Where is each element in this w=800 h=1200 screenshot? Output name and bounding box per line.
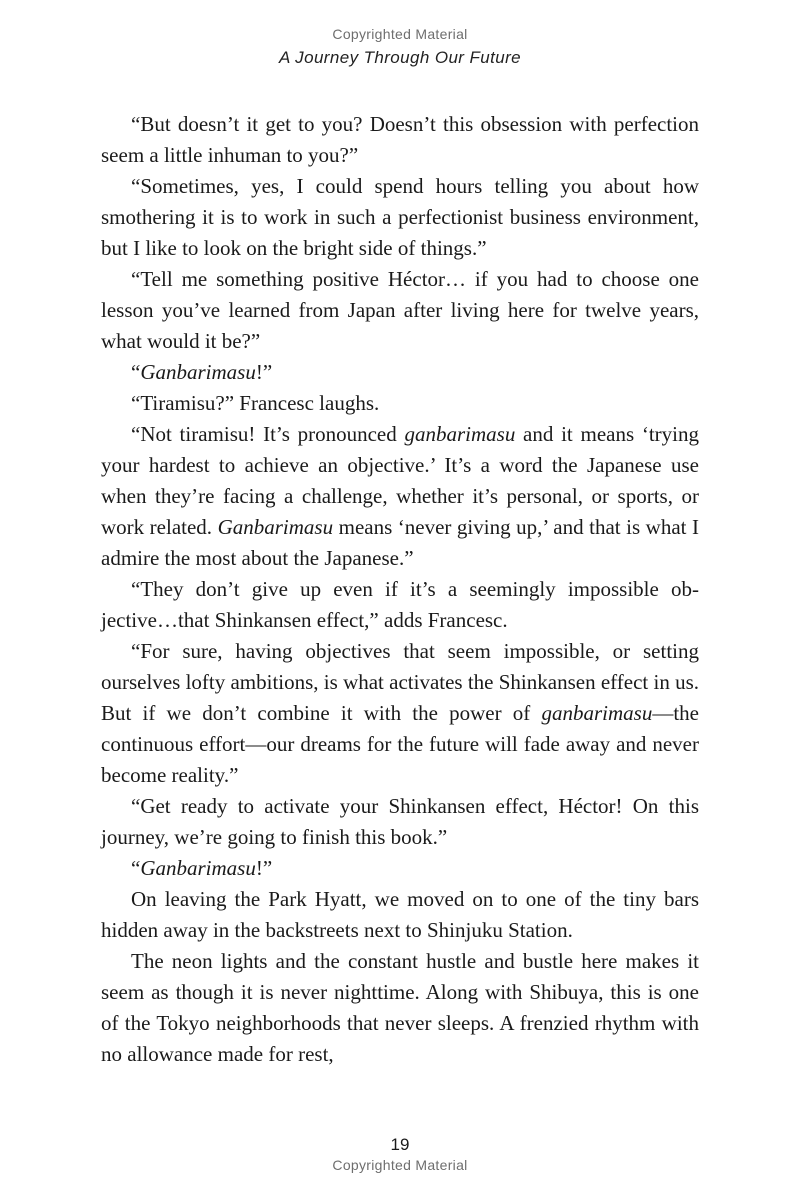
paragraph	[101, 388, 699, 419]
paragraph	[101, 419, 699, 574]
italic-text-run: Ganbarimasu	[140, 856, 256, 880]
paragraph	[101, 853, 699, 884]
paragraph	[101, 636, 699, 791]
text-run: On leaving the Park Hyatt, we moved on to one of the tiny bars hidden away in the backstreets next to Shinjuku Station.	[101, 887, 699, 942]
text-run: means ‘never giving up,’ and that is what I admire the most about the Japanese.”	[101, 515, 699, 570]
italic-text-run: Ganbarimasu	[217, 515, 334, 539]
text-run: and it means ‘trying your hardest to achieve an objective.’ It’s a word the Japanese use when they’re facing a challenge, whether it’s personal, or sports, or work related.	[101, 422, 700, 539]
text-run: The neon lights and the constant hustle and bustle here makes it seem as though it is never nighttime. Along with Shibuya, this is one of the Tokyo neighborhoods that never sleeps. A frenzied rhythm with no allowance made for rest,	[101, 949, 699, 1066]
text-run: “Sometimes, yes, I could spend hours telling you about how smothering it is to work in such a perfectionist business environment, but I like to look on the bright side of things.”	[101, 174, 699, 260]
italic-text-run: ganbarimasu	[541, 701, 653, 725]
text-run: —the continuous effort—our dreams for the future will fade away and never become reality.”	[101, 701, 699, 787]
text-run: “For sure, having objectives that seem impossible, or setting ourselves lofty ambitions, is what activates the Shinkansen effect in us. But if we don’t combine it with the power of	[101, 639, 699, 725]
paragraph	[101, 884, 699, 946]
text-run: “Tell me something positive Héctor… if you had to choose one lesson you’ve learned from Japan after living here for twelve years, what would it be?”	[101, 267, 699, 353]
text-run: “	[131, 856, 141, 880]
text-run: “Not tiramisu! It’s pronounced	[131, 422, 405, 446]
page-number: 19	[390, 1135, 410, 1154]
paragraph	[101, 357, 699, 388]
italic-text-run: ganbarimasu	[404, 422, 516, 446]
paragraph	[101, 171, 699, 264]
footer-copyright-notice: Copyrighted Material	[332, 1157, 468, 1173]
text-run: “Get ready to activate your Shinkansen effect, Héctor! On this journey, we’re going to finish this book.”	[101, 794, 699, 849]
paragraph	[101, 109, 699, 171]
header-copyright-notice: Copyrighted Material	[332, 26, 468, 42]
text-run: “Tiramisu?” Francesc laughs.	[131, 391, 380, 415]
running-head-title: A Journey Through Our Future	[278, 48, 522, 67]
text-run: !”	[255, 360, 273, 384]
text-run: !”	[255, 856, 273, 880]
text-run: “But doesn’t it get to you? Doesn’t this obsession with perfection seem a little inhuman to you?”	[101, 112, 699, 167]
paragraph	[101, 264, 699, 357]
body-text	[101, 109, 699, 1070]
paragraph	[101, 574, 699, 636]
paragraph	[101, 946, 699, 1070]
paragraph	[101, 791, 699, 853]
italic-text-run: Ganbarimasu	[140, 360, 256, 384]
text-run: “	[131, 360, 141, 384]
text-run: “They don’t give up even if it’s a seemingly impossible objective…that Shinkansen effect,” adds Francesc.	[101, 577, 699, 632]
